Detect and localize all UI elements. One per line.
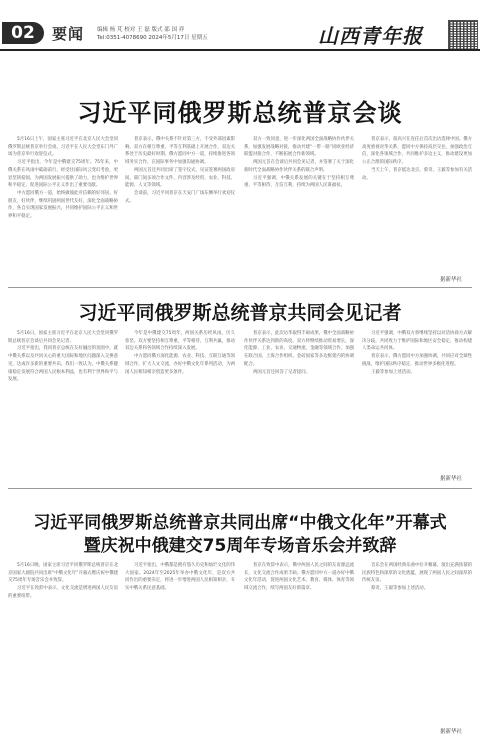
masthead xyxy=(0,0,480,48)
article1-column: 普京表示，很高兴在连任后首次出访选择中国。俄方高度重视对华关系，愿同中方保持高层交往，加强政治互信，深化各领域合作，共同维护多边主义，推动建设更加公正合理的国际秩序。 当天上午，普京抵达北京。蔡奇、王毅等参加有关活动。 xyxy=(362,137,472,181)
article2-column: 习近平强调，中俄双方将继续坚持以对话协商方式解决分歧，共同致力于维护国际和地区安全稳定，推动构建人类命运共同体。 普京表示，俄方愿同中方加强协调，共同应对全球性挑战，维护国际秩序稳定，推动世界多极化进程。 王毅等参加上述活动。 xyxy=(362,331,472,375)
article3-column: 习近平指出，中俄都是拥有悠久历史和灿烂文化的伟大国家。2024年至2025年举办中俄文化年，是双方共同作出的重要决定，将进一步增进两国人民相知相亲，夯实中俄关系民意基础。 xyxy=(125,563,235,592)
article3-headline-line1: 习近平同俄罗斯总统普京共同出席“中俄文化年”开幕式 xyxy=(33,513,447,533)
page-number-badge: 02 xyxy=(2,22,44,44)
qr-code-icon xyxy=(448,20,478,50)
article3-headline-line2: 暨庆祝中俄建交75周年专场音乐会并致辞 xyxy=(83,536,397,556)
article2-headline: 习近平同俄罗斯总统普京共同会见记者 xyxy=(78,302,402,324)
article1-headline: 习近平同俄罗斯总统普京会谈 xyxy=(77,99,403,127)
article1-column: 双方一致同意，进一步深化两国全面战略协作伙伴关系，加强发展战略对接，推动共建“一带一路”同欧亚经济联盟对接合作，不断拓展合作新领域。 两国元首在会谈后共同会见记者，并签署了关于深化新时代全面战略协作伙伴关系的联合声明。 习近平强调，中俄关系发展的关键在于坚持相互尊重、平等相待、互信互利，持续为两国人民谋福祉。 xyxy=(244,137,354,189)
article3-credit: 据新华社 xyxy=(440,729,463,735)
article2-column: 普京表示，此次访华取得丰硕成果，俄中全面战略协作伙伴关系达到新的高度。双方将继续推动贸易增长，深化能源、工业、农业、交通物流、金融等领域合作，加强在联合国、上海合作组织、金砖国家等多边框架内的协调配合。 两国元首还回答了记者提问。 xyxy=(244,331,354,375)
article2-credit: 据新华社 xyxy=(440,476,463,482)
section-label: 要闻 xyxy=(52,25,85,43)
article1-credit: 据新华社 xyxy=(440,277,463,283)
article2-column: 今年是中俄建交75周年，两国关系历经风雨，历久弥坚。双方要坚持相互尊重，平等相待，互利共赢，推动双边关系和各领域合作持续深入发展。 中方愿同俄方深化能源、农业、科技、互联互通等领域合作，扩大人文交流，办好中俄文化年系列活动，为两国人民相知相亲创造更多条件。 xyxy=(125,331,235,375)
issue-date-line: Tel:0351-4078690 2024年5月17日 星期五 xyxy=(97,35,208,41)
article1-column: 5月16日上午，国家主席习近平在北京人民大会堂同俄罗斯总统普京举行会谈。习近平在人民大会堂东门外广场为普京举行欢迎仪式。 习近平指出，今年是中俄建交75周年。75年来，中俄关系在风雨中砥砺前行，经受住国际风云变幻考验，更显坚韧稳固，为两国发展振兴提供了助力，也为维护世界和平稳定、促进国际公平正义作出了重要贡献。 中方愿同俄方一道，始终做彼此可信赖的好邻居、好朋友、好伙伴，继续巩固两国世代友好，深化全面战略协作，各自实现国家发展振兴，共同维护国际公平正义和世界和平稳定。 xyxy=(8,137,118,220)
article3-column: 5月16日晚，国家主席习近平同俄罗斯总统普京在北京国家大剧院共同出席“中俄文化年”开幕式暨庆祝中俄建交75周年专场音乐会并致辞。 习近平在致辞中表示，文化交流是增进两国人民友谊的重要纽带。 xyxy=(8,563,118,599)
masthead-rule xyxy=(0,49,480,51)
article2-column: 5月16日，国家主席习近平在北京人民大会堂同俄罗斯总统普京会谈后共同会见记者。 习近平指出，我同普京总统在友好融洽的氛围中，就中俄关系以及共同关心的重大国际和地区问题深入交换意见，达成许多新的重要共识。我们一致认为，中俄关系健康稳定发展符合两国人民根本利益，也有利于世界和平与发展。 xyxy=(8,331,118,383)
article3-column: 音乐会在两国经典乐曲中拉开帷幕，演出充满浓郁的民族特色和深厚的文化底蕴，展现了两国人民之间深厚的传统友谊。 蔡奇、王毅等参加上述活动。 xyxy=(362,563,472,592)
article3-column: 普京在致辞中表示，俄中两国人民之间的友谊源远流长，文化交流合作成果丰硕。俄方愿同中方一道办好中俄文化年活动，促进两国文化艺术、教育、媒体、体育等领域交流合作，续写两国友好新篇章。 xyxy=(244,563,354,592)
section-divider xyxy=(8,488,472,489)
editor-credits: 编辑 杨 芃 校对 王 磊 版式 邵 国 祥 xyxy=(97,27,185,33)
section-divider xyxy=(8,287,472,288)
article1-column: 普京表示，俄中关系不针对第三方，不受外部因素影响。双方在相互尊重、平等互利基础上开展合作，双边关系处于历史最好时期。俄方愿同中方一道，持续推进各领域务实合作，在国际事务中加强沟通协调。 两国元首还共同出席了签字仪式，见证签署两国政府间、部门间多项合作文件，内容涉及经贸、农业、科技、能源、人文等领域。 会谈前，习近平同普京在天安门广场东侧举行欢迎仪式。 xyxy=(125,137,235,204)
newspaper-logo: 山西青年报 xyxy=(318,24,423,48)
